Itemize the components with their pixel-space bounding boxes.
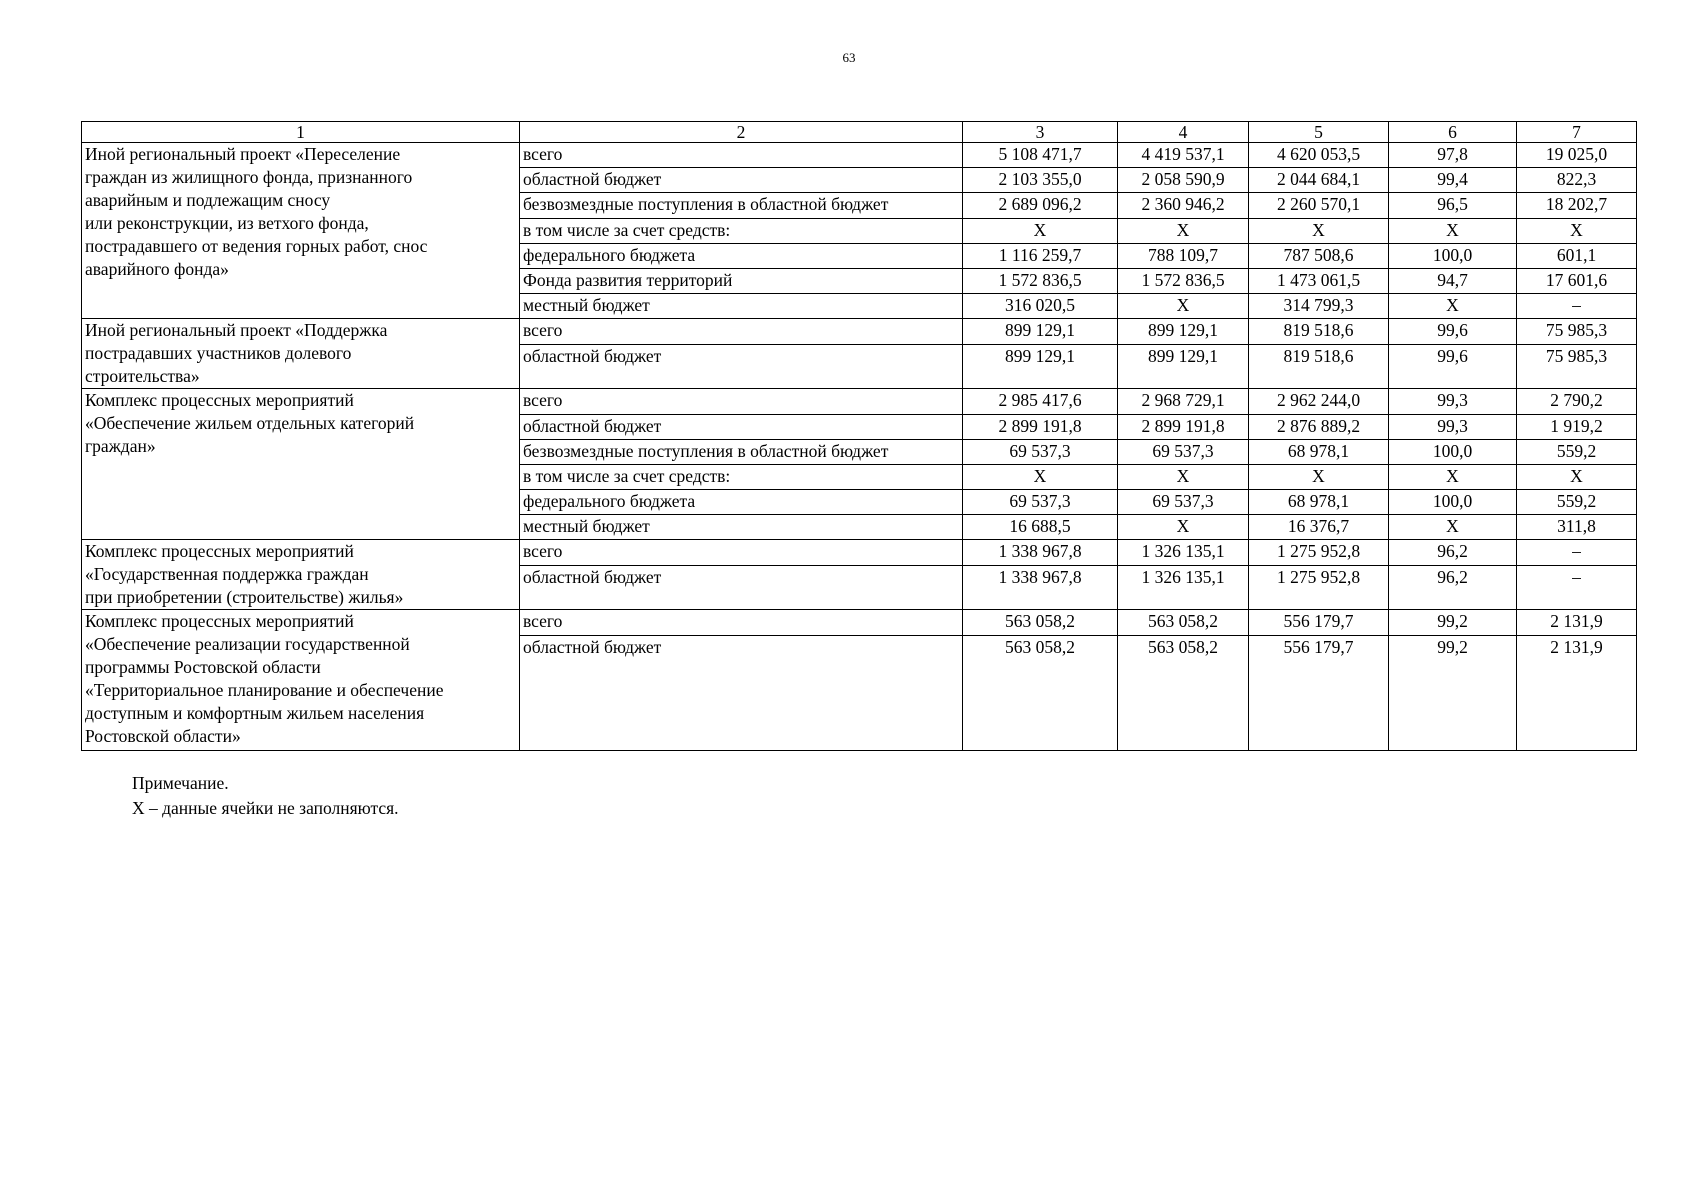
execution-percent-cell: 99,6 [1389,345,1517,389]
table-row [82,540,1637,566]
balance-amount-cell: 822,3 [1517,168,1637,193]
program-name-line: граждан из жилищного фонда, признанного [85,167,413,187]
budget-amount-cell: 1 326 135,1 [1118,566,1249,610]
column-header-5: 5 [1249,122,1389,143]
column-header-3: 3 [963,122,1118,143]
plan-amount-cell: 1 116 259,7 [963,243,1118,268]
plan-amount-cell: X [963,218,1118,243]
funding-source-cell: местный бюджет [520,294,963,319]
balance-amount-cell: 1 919,2 [1517,414,1637,439]
funding-source-cell: областной бюджет [520,635,963,750]
budget-amount-cell: 1 572 836,5 [1118,268,1249,293]
balance-amount-cell: 559,2 [1517,439,1637,464]
execution-percent-cell: 96,2 [1389,566,1517,610]
budget-amount-cell: X [1118,218,1249,243]
note-text: X – данные ячейки не заполняются. [132,798,399,818]
executed-amount-cell: 2 876 889,2 [1249,414,1389,439]
funding-source-cell: в том числе за счет средств: [520,218,963,243]
plan-amount-cell: 5 108 471,7 [963,143,1118,168]
funding-source-cell: всего [520,319,963,345]
executed-amount-cell: 4 620 053,5 [1249,143,1389,168]
balance-amount-cell: X [1517,464,1637,489]
program-name-line: Иной региональный проект «Переселение [85,144,401,164]
execution-percent-cell: 99,6 [1389,319,1517,345]
execution-percent-cell: X [1389,515,1517,540]
budget-amount-cell: 1 326 135,1 [1118,540,1249,566]
budget-amount-cell: 69 537,3 [1118,490,1249,515]
funding-source-cell: безвозмездные поступления в областной бюджет [520,439,963,464]
program-name-cell [82,540,520,610]
balance-amount-cell: 2 131,9 [1517,635,1637,750]
table-row [82,610,1637,635]
program-name-cell [82,610,520,750]
budget-amount-cell: 4 419 537,1 [1118,143,1249,168]
program-name-line: «Обеспечение реализации государственной [85,634,410,655]
budget-amount-cell: 2 968 729,1 [1118,389,1249,414]
column-header-2: 2 [520,122,963,143]
plan-amount-cell: 899 129,1 [963,345,1118,389]
executed-amount-cell: 68 978,1 [1249,439,1389,464]
executed-amount-cell: 2 260 570,1 [1249,193,1389,218]
budget-amount-cell: 563 058,2 [1118,635,1249,750]
column-number-header-row [82,122,1637,143]
program-name-line: пострадавшего от ведения горных работ, снос [85,236,428,256]
balance-amount-cell: 311,8 [1517,515,1637,540]
funding-source-cell: областной бюджет [520,414,963,439]
program-name-line: Иной региональный проект «Поддержка [85,320,388,341]
budget-amount-cell: 788 109,7 [1118,243,1249,268]
plan-amount-cell: 899 129,1 [963,319,1118,345]
execution-percent-cell: 99,2 [1389,635,1517,750]
balance-amount-cell: 19 025,0 [1517,143,1637,168]
program-name-line: строительства» [85,366,200,387]
executed-amount-cell: 314 799,3 [1249,294,1389,319]
budget-amount-cell: 2 058 590,9 [1118,168,1249,193]
executed-amount-cell: X [1249,218,1389,243]
column-header-6: 6 [1389,122,1517,143]
execution-percent-cell: 99,4 [1389,168,1517,193]
executed-amount-cell: 16 376,7 [1249,515,1389,540]
executed-amount-cell: 787 508,6 [1249,243,1389,268]
funding-source-cell: всего [520,143,963,168]
funding-source-cell: областной бюджет [520,168,963,193]
balance-amount-cell: 17 601,6 [1517,268,1637,293]
balance-amount-cell: 75 985,3 [1517,345,1637,389]
plan-amount-cell: 2 899 191,8 [963,414,1118,439]
execution-percent-cell: 100,0 [1389,490,1517,515]
table-row [82,143,1637,168]
budget-amount-cell: X [1118,464,1249,489]
budget-amount-cell: X [1118,294,1249,319]
column-header-7: 7 [1517,122,1637,143]
program-name-cell [82,319,520,389]
funding-source-cell: всего [520,540,963,566]
balance-amount-cell: – [1517,566,1637,610]
funding-source-cell: всего [520,389,963,414]
balance-amount-cell: X [1517,218,1637,243]
program-name-line: или реконструкции, из ветхого фонда, [85,213,369,233]
execution-percent-cell: 99,3 [1389,389,1517,414]
program-name-line: «Территориальное планирование и обеспечение [85,680,444,701]
funding-source-cell: областной бюджет [520,345,963,389]
budget-amount-cell: 69 537,3 [1118,439,1249,464]
program-name-cell [82,389,520,540]
execution-percent-cell: X [1389,464,1517,489]
execution-percent-cell: 99,2 [1389,610,1517,635]
note-title: Примечание. [132,773,229,793]
budget-amount-cell: X [1118,515,1249,540]
page-number: 63 [842,50,856,65]
plan-amount-cell: 2 103 355,0 [963,168,1118,193]
balance-amount-cell: 559,2 [1517,490,1637,515]
program-name-cell [82,143,520,319]
program-name-line: при приобретении (строительстве) жилья» [85,587,404,608]
balance-amount-cell: – [1517,540,1637,566]
executed-amount-cell: 1 473 061,5 [1249,268,1389,293]
plan-amount-cell: 1 338 967,8 [963,566,1118,610]
budget-execution-table [81,121,1637,751]
funding-source-cell: Фонда развития территорий [520,268,963,293]
program-name-line: Ростовской области» [85,726,241,747]
executed-amount-cell: X [1249,464,1389,489]
plan-amount-cell: 16 688,5 [963,515,1118,540]
plan-amount-cell: 2 985 417,6 [963,389,1118,414]
plan-amount-cell: X [963,464,1118,489]
program-name-line: доступным и комфортным жильем населения [85,703,425,724]
balance-amount-cell: 2 790,2 [1517,389,1637,414]
executed-amount-cell: 2 962 244,0 [1249,389,1389,414]
executed-amount-cell: 1 275 952,8 [1249,566,1389,610]
execution-percent-cell: X [1389,218,1517,243]
execution-percent-cell: 99,3 [1389,414,1517,439]
plan-amount-cell: 1 338 967,8 [963,540,1118,566]
program-name-line: Комплекс процессных мероприятий [85,611,354,632]
program-name-line: «Обеспечение жильем отдельных категорий [85,413,415,434]
executed-amount-cell: 556 179,7 [1249,635,1389,750]
funding-source-cell: всего [520,610,963,635]
plan-amount-cell: 69 537,3 [963,439,1118,464]
table-row [82,319,1637,345]
executed-amount-cell: 1 275 952,8 [1249,540,1389,566]
funding-source-cell: местный бюджет [520,515,963,540]
program-name-line: аварийным и подлежащим сносу [85,190,331,210]
executed-amount-cell: 556 179,7 [1249,610,1389,635]
balance-amount-cell: 601,1 [1517,243,1637,268]
program-name-line: Комплекс процессных мероприятий [85,390,354,411]
table-row [82,389,1637,414]
budget-amount-cell: 2 899 191,8 [1118,414,1249,439]
execution-percent-cell: 97,8 [1389,143,1517,168]
balance-amount-cell: – [1517,294,1637,319]
execution-percent-cell: 96,2 [1389,540,1517,566]
execution-percent-cell: 94,7 [1389,268,1517,293]
plan-amount-cell: 2 689 096,2 [963,193,1118,218]
executed-amount-cell: 819 518,6 [1249,319,1389,345]
execution-percent-cell: 96,5 [1389,193,1517,218]
program-name-line: программы Ростовской области [85,657,321,678]
budget-amount-cell: 899 129,1 [1118,319,1249,345]
program-name-line: аварийного фонда» [85,259,229,279]
funding-source-cell: в том числе за счет средств: [520,464,963,489]
execution-percent-cell: X [1389,294,1517,319]
plan-amount-cell: 563 058,2 [963,635,1118,750]
funding-source-cell: федерального бюджета [520,243,963,268]
program-name-line: граждан» [85,436,156,457]
executed-amount-cell: 2 044 684,1 [1249,168,1389,193]
column-header-1: 1 [82,122,520,143]
table-note [132,771,399,821]
plan-amount-cell: 316 020,5 [963,294,1118,319]
execution-percent-cell: 100,0 [1389,439,1517,464]
budget-amount-cell: 2 360 946,2 [1118,193,1249,218]
plan-amount-cell: 563 058,2 [963,610,1118,635]
column-header-4: 4 [1118,122,1249,143]
program-name-line: пострадавших участников долевого [85,343,352,364]
budget-amount-cell: 899 129,1 [1118,345,1249,389]
budget-amount-cell: 563 058,2 [1118,610,1249,635]
funding-source-cell: областной бюджет [520,566,963,610]
balance-amount-cell: 2 131,9 [1517,610,1637,635]
executed-amount-cell: 819 518,6 [1249,345,1389,389]
balance-amount-cell: 75 985,3 [1517,319,1637,345]
program-name-line: «Государственная поддержка граждан [85,564,369,585]
plan-amount-cell: 69 537,3 [963,490,1118,515]
executed-amount-cell: 68 978,1 [1249,490,1389,515]
program-name-line: Комплекс процессных мероприятий [85,541,354,562]
funding-source-cell: федерального бюджета [520,490,963,515]
execution-percent-cell: 100,0 [1389,243,1517,268]
balance-amount-cell: 18 202,7 [1517,193,1637,218]
funding-source-cell: безвозмездные поступления в областной бюджет [520,193,963,218]
plan-amount-cell: 1 572 836,5 [963,268,1118,293]
